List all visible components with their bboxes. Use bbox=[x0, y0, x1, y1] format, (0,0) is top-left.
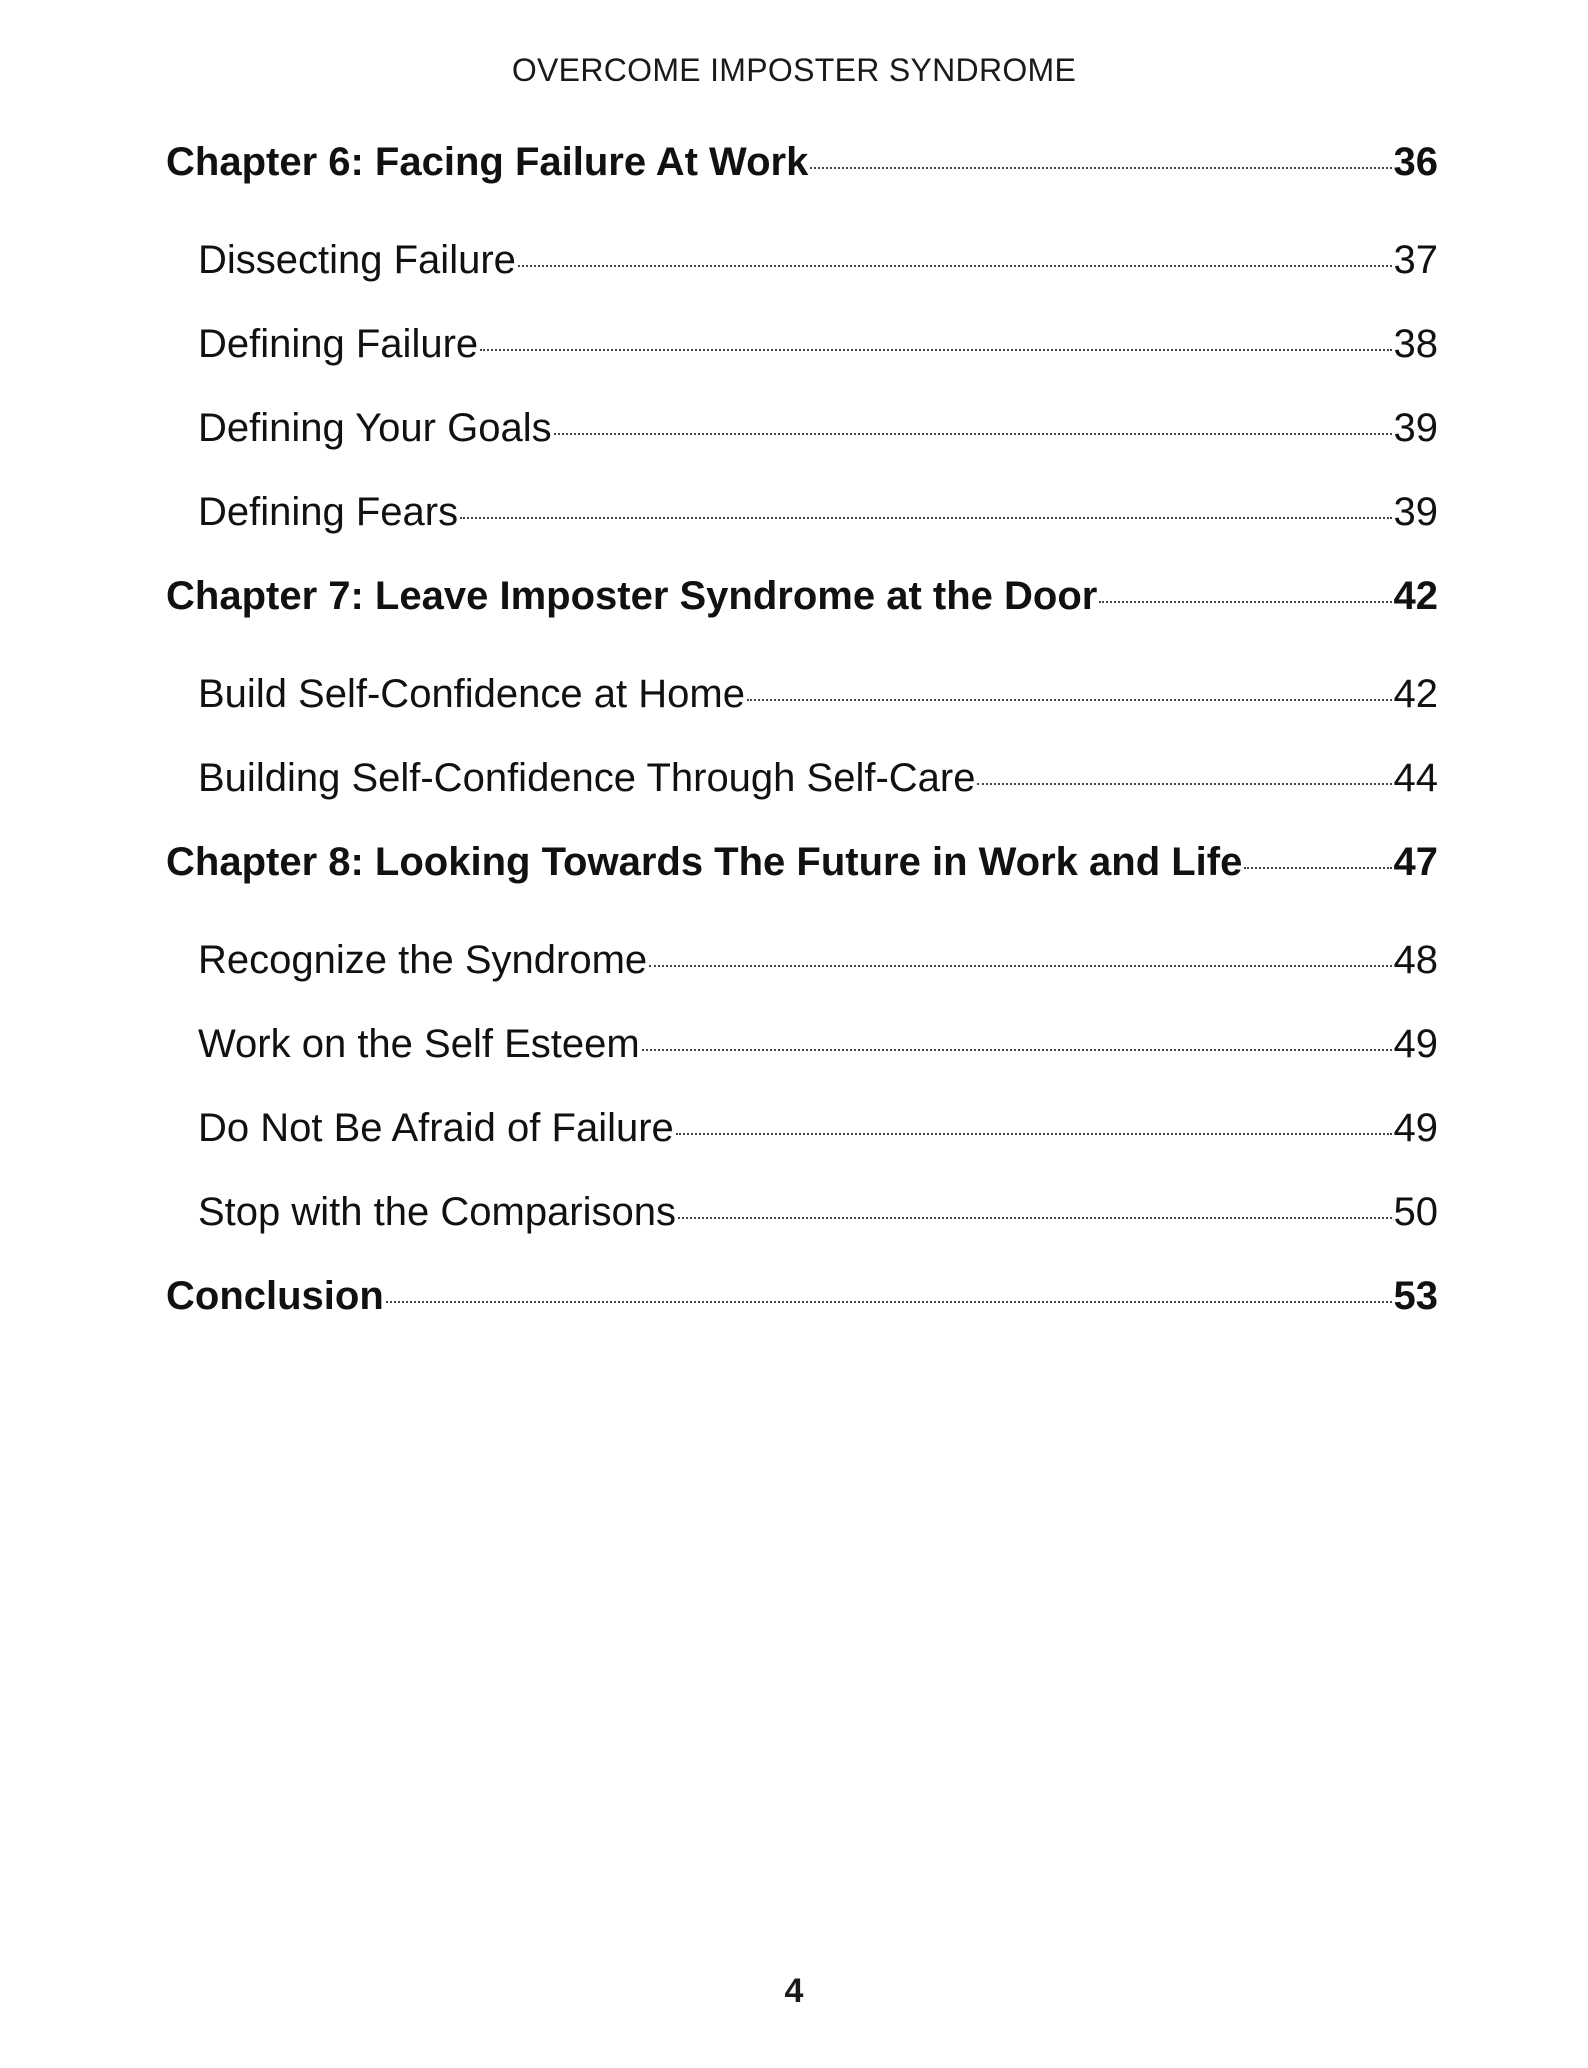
toc-entry-build-self-confidence-at-home[interactable] bbox=[166, 672, 1438, 756]
toc-entry-title: Chapter 8: Looking Towards The Future in Work and Life bbox=[166, 840, 1243, 884]
toc-entry-page: 42 bbox=[1393, 574, 1438, 618]
toc-entry-page: 49 bbox=[1393, 1022, 1438, 1066]
toc-entry-chapter-6[interactable] bbox=[166, 140, 1438, 238]
toc-entry-title: Building Self-Confidence Through Self-Care bbox=[198, 756, 976, 800]
toc-entry-page: 39 bbox=[1393, 406, 1438, 450]
toc-entry-recognize-the-syndrome[interactable] bbox=[166, 938, 1438, 1022]
running-header: OVERCOME IMPOSTER SYNDROME bbox=[511, 52, 1077, 88]
toc-entry-conclusion[interactable] bbox=[166, 1274, 1438, 1364]
toc-entry-chapter-7[interactable] bbox=[166, 574, 1438, 672]
toc-entry-title: Stop with the Comparisons bbox=[198, 1190, 677, 1234]
dot-leader bbox=[678, 1217, 1391, 1219]
dot-leader bbox=[386, 1301, 1392, 1303]
toc-entry-do-not-be-afraid-of-failure[interactable] bbox=[166, 1106, 1438, 1190]
toc-entry-defining-your-goals[interactable] bbox=[166, 406, 1438, 490]
dot-leader bbox=[1244, 867, 1391, 869]
toc-entry-defining-failure[interactable] bbox=[166, 322, 1438, 406]
toc-entry-title: Defining Failure bbox=[198, 322, 479, 366]
toc-entry-title: Chapter 6: Facing Failure At Work bbox=[166, 140, 809, 184]
dot-leader bbox=[642, 1049, 1392, 1051]
toc-entry-defining-fears[interactable] bbox=[166, 490, 1438, 574]
toc-entry-title: Defining Your Goals bbox=[198, 406, 552, 450]
table-of-contents bbox=[166, 140, 1438, 1364]
toc-entry-title: Chapter 7: Leave Imposter Syndrome at the Door bbox=[166, 574, 1098, 618]
dot-leader bbox=[1099, 601, 1391, 603]
toc-entry-page: 53 bbox=[1393, 1274, 1438, 1318]
toc-entry-page: 47 bbox=[1393, 840, 1438, 884]
toc-entry-title: Do Not Be Afraid of Failure bbox=[198, 1106, 674, 1150]
dot-leader bbox=[649, 965, 1391, 967]
toc-entry-page: 48 bbox=[1393, 938, 1438, 982]
toc-entry-page: 38 bbox=[1393, 322, 1438, 366]
toc-entry-page: 36 bbox=[1393, 140, 1438, 184]
dot-leader bbox=[518, 265, 1392, 267]
dot-leader bbox=[977, 783, 1391, 785]
toc-entry-page: 37 bbox=[1393, 238, 1438, 282]
toc-entry-page: 44 bbox=[1393, 756, 1438, 800]
toc-entry-page: 42 bbox=[1393, 672, 1438, 716]
toc-entry-building-self-confidence-self-care[interactable] bbox=[166, 756, 1438, 840]
toc-entry-chapter-8[interactable] bbox=[166, 840, 1438, 938]
dot-leader bbox=[480, 349, 1391, 351]
toc-entry-page: 50 bbox=[1393, 1190, 1438, 1234]
toc-entry-title: Dissecting Failure bbox=[198, 238, 516, 282]
toc-entry-title: Recognize the Syndrome bbox=[198, 938, 648, 982]
toc-entry-stop-with-the-comparisons[interactable] bbox=[166, 1190, 1438, 1274]
dot-leader bbox=[810, 167, 1391, 169]
dot-leader bbox=[460, 517, 1391, 519]
toc-entry-page: 49 bbox=[1393, 1106, 1438, 1150]
toc-entry-title: Conclusion bbox=[166, 1274, 384, 1318]
toc-entry-title: Defining Fears bbox=[198, 490, 459, 534]
dot-leader bbox=[554, 433, 1392, 435]
dot-leader bbox=[747, 699, 1392, 701]
toc-entry-page: 39 bbox=[1393, 490, 1438, 534]
toc-entry-dissecting-failure[interactable] bbox=[166, 238, 1438, 322]
dot-leader bbox=[676, 1133, 1392, 1135]
toc-entry-title: Work on the Self Esteem bbox=[198, 1022, 640, 1066]
toc-entry-title: Build Self-Confidence at Home bbox=[198, 672, 745, 716]
toc-entry-work-on-self-esteem[interactable] bbox=[166, 1022, 1438, 1106]
page-number: 4 bbox=[784, 1972, 804, 2010]
